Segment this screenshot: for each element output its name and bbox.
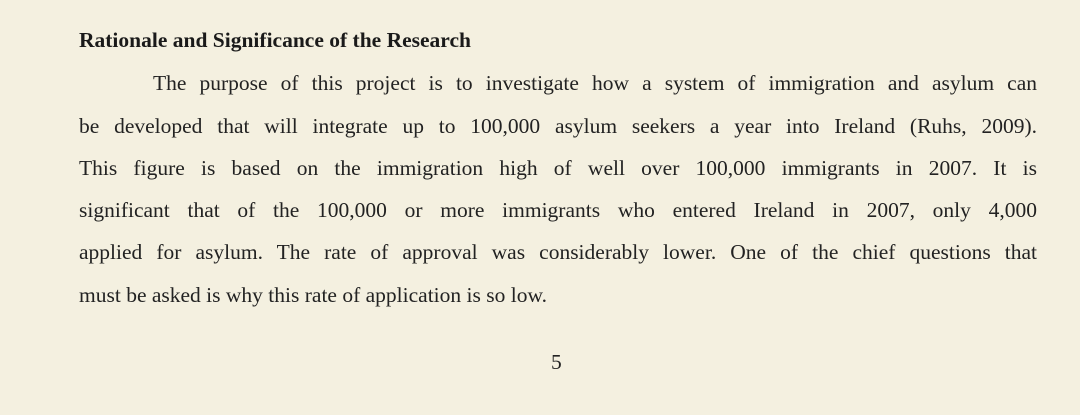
paragraph-line: must be asked is why this rate of application is so low.: [79, 283, 547, 307]
paragraph-line: The purpose of this project is to investigate how a system of immigration and asylum can: [153, 71, 1037, 95]
paragraph-line: This figure is based on the immigration high of well over 100,000 immigrants in 2007. It is: [79, 156, 1037, 180]
page-number: 5: [551, 350, 562, 374]
paragraph-line: applied for asylum. The rate of approval was considerably lower. One of the chief questions that: [79, 240, 1037, 264]
paragraph-line: be developed that will integrate up to 100,000 asylum seekers a year into Ireland (Ruhs, 2009).: [79, 114, 1037, 138]
section-heading: Rationale and Significance of the Research: [79, 28, 471, 52]
paragraph-line: significant that of the 100,000 or more immigrants who entered Ireland in 2007, only 4,000: [79, 198, 1037, 222]
